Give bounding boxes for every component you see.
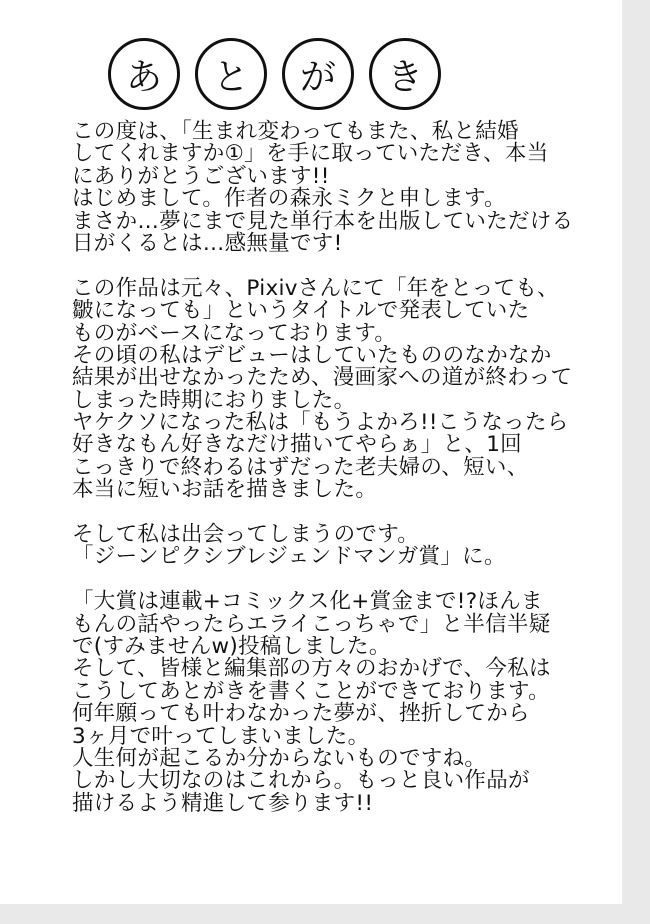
text-line: 「大賞は連載+コミックス化+賞金まで!?ほんま — [72, 589, 543, 615]
text-line: そして、皆様と編集部の方々のおかげで、今私は — [72, 656, 551, 682]
title-circle — [108, 38, 180, 110]
text-line: はじめまして。作者の森永ミクと申します。 — [72, 186, 506, 212]
text-line: ものがベースになっております。 — [72, 320, 397, 346]
text-line: 本当に短いお話を描きました。 — [72, 477, 378, 503]
text-line: 結果が出せなかったため、漫画家への道が終わって — [72, 365, 573, 391]
title-char: き — [386, 56, 423, 98]
text-line: で(すみませんw)投稿しました。 — [72, 633, 391, 659]
text-line: ヤケクソになった私は「もうよかろ!!こうなったら — [72, 410, 569, 436]
text-line: 好きなもん好きなだけ描いてやらぁ」と、1回 — [72, 432, 522, 458]
paragraph-gap — [72, 502, 620, 524]
title-circle — [282, 38, 354, 110]
text-line: その頃の私はデビューはしていたもののなかなか — [72, 342, 552, 368]
text-line: この度は、「生まれ変わってもまた、私と結婚 — [72, 119, 519, 144]
title-char: あ — [125, 56, 162, 98]
paragraph-gap — [72, 255, 620, 277]
text-line: そして私は出会ってしまうのです。 — [72, 522, 420, 548]
text-line: 「ジーンピクシブレジェンドマンガ賞」に。 — [72, 544, 506, 570]
afterword-body — [72, 121, 620, 815]
text-line: してくれますか①」を手に取っていただき、本当 — [72, 141, 549, 167]
paragraph-gap — [72, 569, 620, 591]
text-line: 何年願っても叶わなかった夢が、挫折してから — [72, 701, 530, 727]
text-line: しまった時期におりました。 — [72, 387, 356, 413]
text-line: 人生何が起こるか分からないものですね。 — [72, 745, 487, 771]
title-circle — [195, 38, 267, 110]
text-line: こっきりで終わるはずだった老夫婦の、短い、 — [72, 454, 529, 480]
text-line: こうしてあとがきを書くことができております。 — [72, 678, 550, 704]
text-line: まさか…夢にまで見た単行本を出版していただける — [72, 208, 574, 234]
title-char: が — [299, 56, 336, 98]
afterword-title — [108, 38, 441, 110]
text-line: しかし大切なのはこれから。もっと良い作品が — [72, 768, 530, 794]
text-line: もんの話やったらエライこっちゃで」と半信半疑 — [72, 611, 551, 637]
text-line: 皺になっても」というタイトルで発表していた — [72, 298, 530, 324]
text-line: 日がくるとは…感無量です! — [72, 230, 343, 256]
text-line: 描けるよう精進して参ります!! — [72, 790, 374, 816]
title-circle — [369, 38, 441, 110]
text-line: この作品は元々、Pixivさんにて「年をとっても、 — [72, 275, 559, 301]
title-char: と — [212, 56, 249, 98]
text-line: 3ヶ月で叶ってしまいました。 — [72, 723, 370, 749]
text-line: にありがとうございます!! — [72, 163, 330, 189]
